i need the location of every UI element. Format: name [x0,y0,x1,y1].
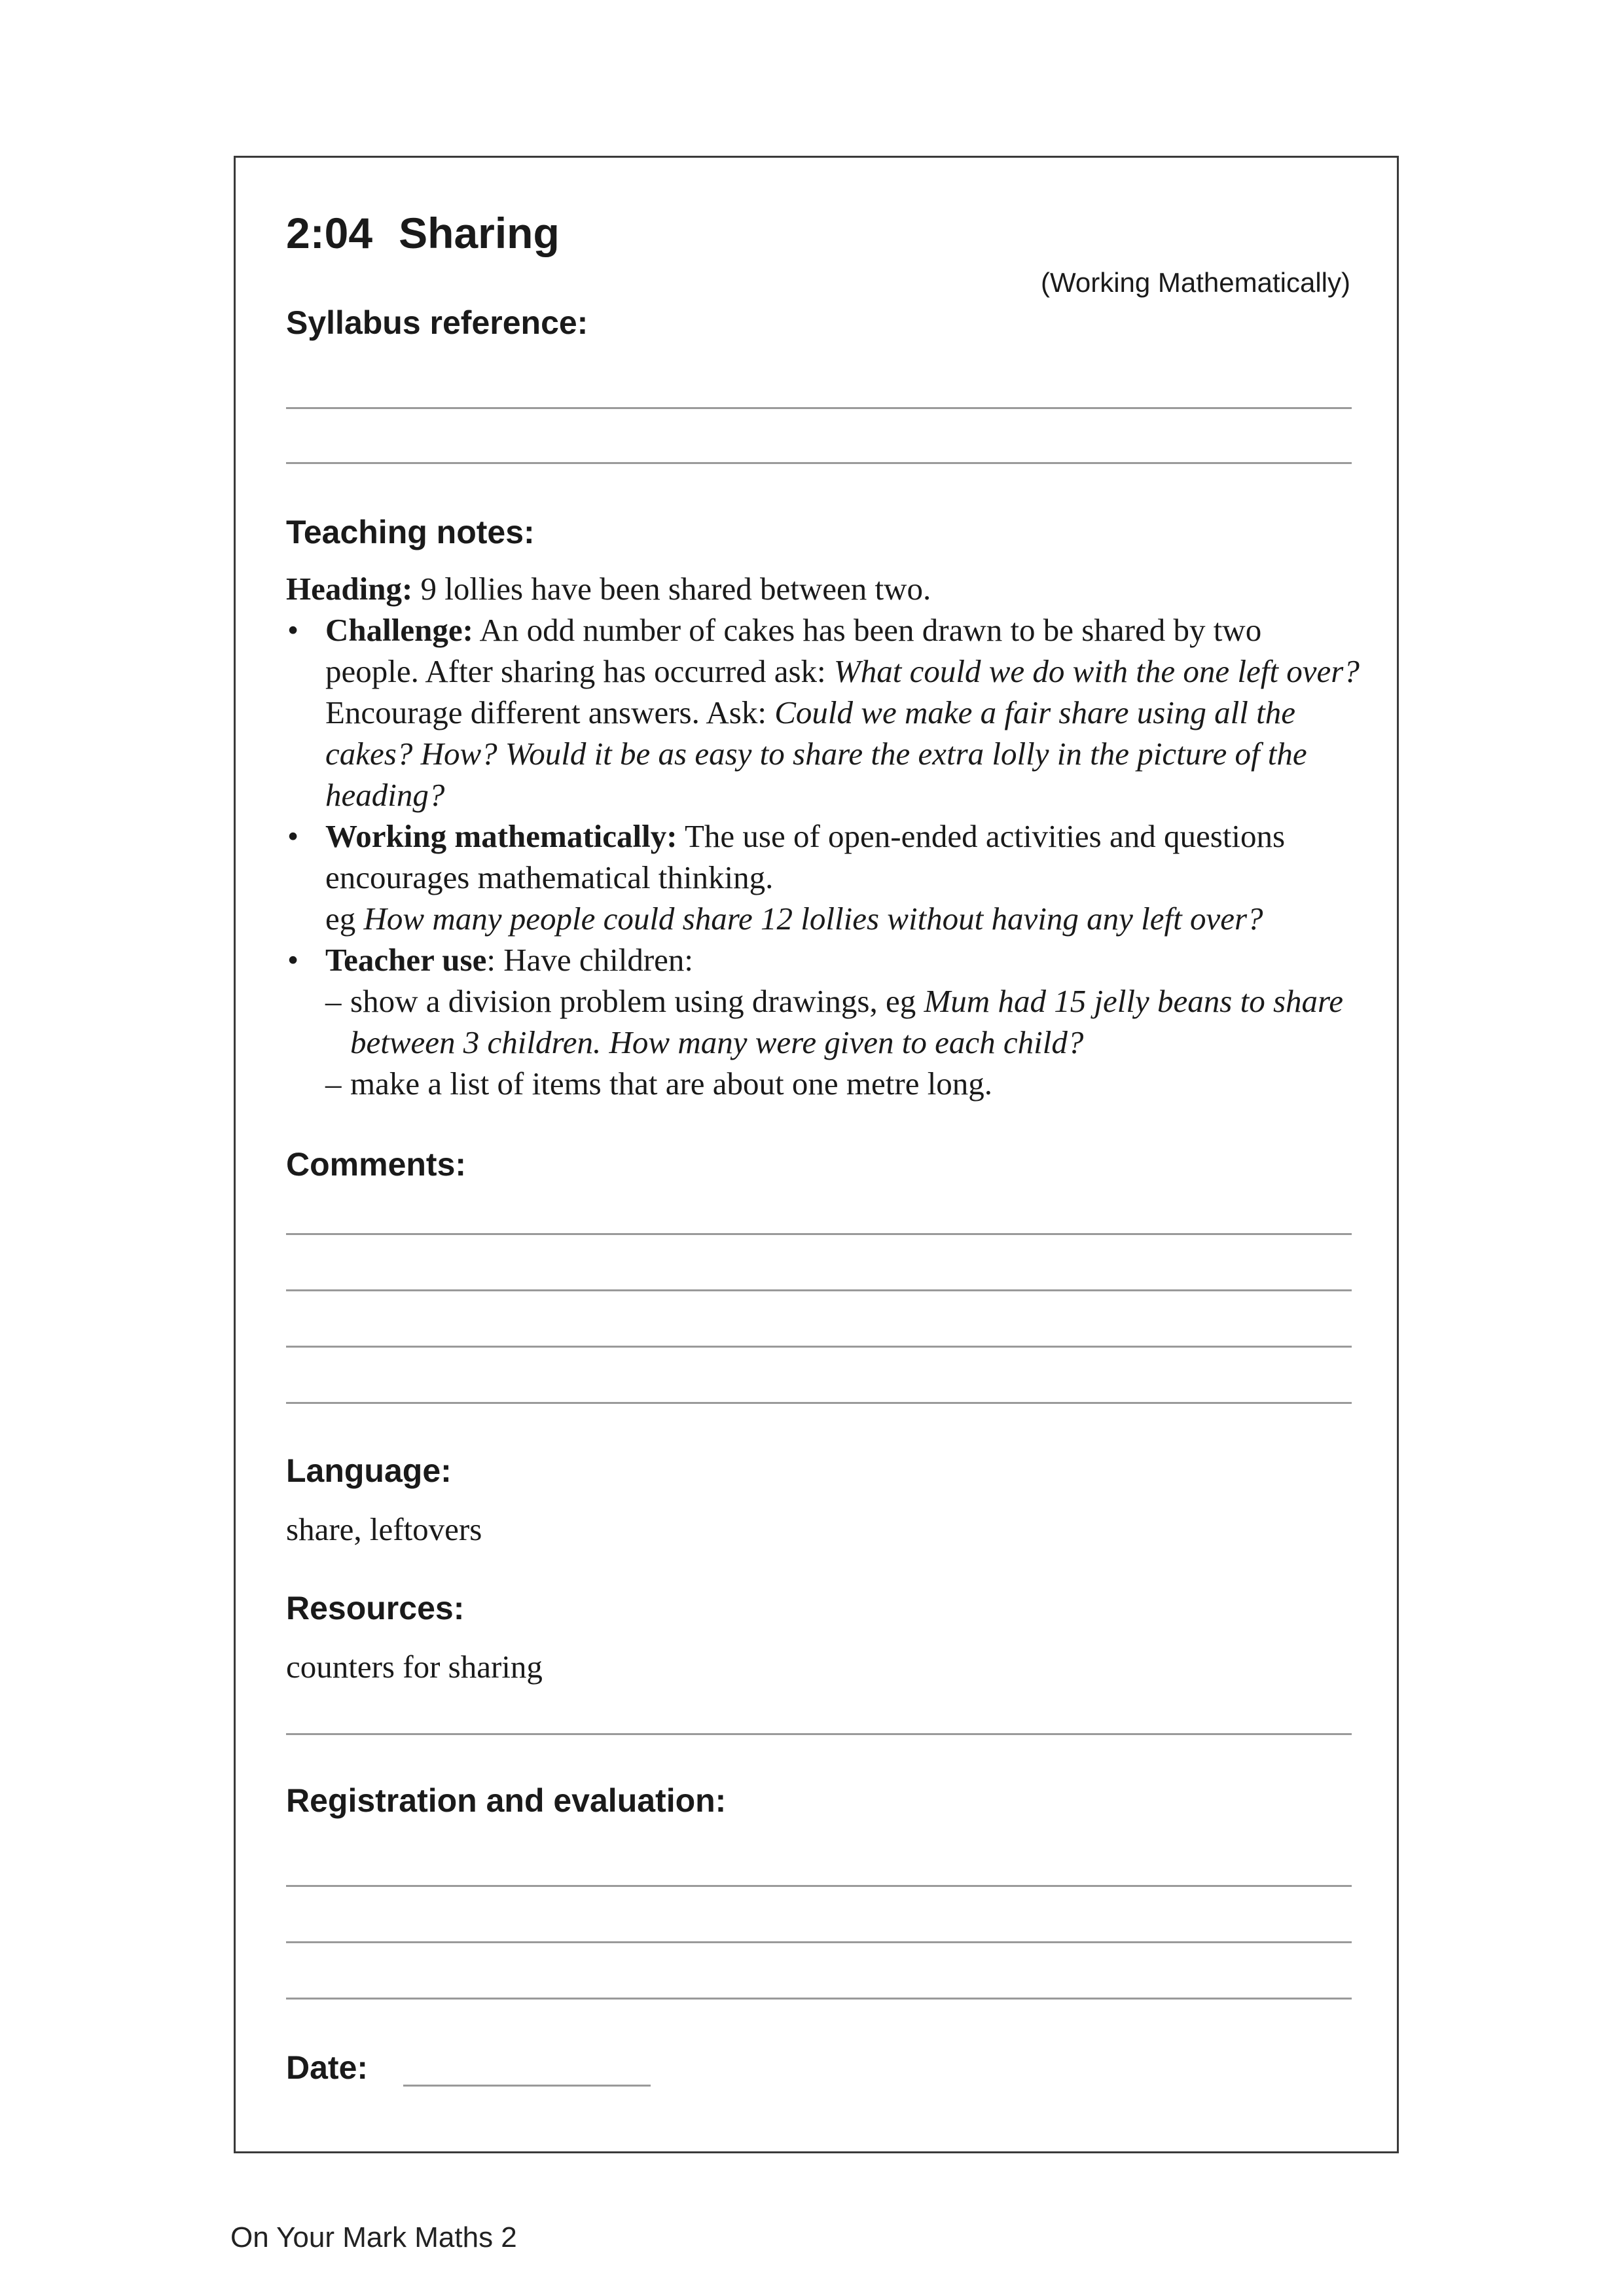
bullet-icon: • [287,942,299,978]
date-label: Date: [286,2049,369,2086]
registration-line-3[interactable] [286,1998,1352,2000]
teacher-use-item: – make a list of items that are about one metre long. [325,1063,1360,1104]
teaching-notes-heading: Teaching notes: [286,514,535,550]
teacher-use-note: • Teacher use: Have children: [286,939,1360,980]
comments-line-2[interactable] [286,1289,1352,1291]
comments-line-3[interactable] [286,1346,1352,1348]
challenge-note: • Challenge: An odd number of cakes has been drawn to be shared by two people. After sharing has occurred ask: What could we do with the one left over? Encourage different answers. Ask: Could we make a fair share using all the cakes? How? Would it be as easy to share the extra lolly in the picture of the heading? [286,609,1360,816]
page-footer: On Your Mark Maths 2 [230,2221,517,2253]
registration-line-1[interactable] [286,1885,1352,1887]
date-field[interactable] [403,2085,651,2087]
bullet-icon: • [287,818,299,854]
comments-line-4[interactable] [286,1402,1352,1404]
dash-icon: – [325,983,342,1019]
comments-line-1[interactable] [286,1233,1352,1235]
comments-heading: Comments: [286,1146,467,1183]
teacher-use-item: – show a division problem using drawings, eg Mum had 15 jelly beans to share between 3 children. How many were given to each child? [325,980,1360,1063]
lesson-code: 2:04 [286,209,373,257]
resources-heading: Resources: [286,1590,465,1626]
language-text: share, leftovers [286,1511,482,1547]
page-title [286,208,560,258]
registration-line-2[interactable] [286,1941,1352,1943]
syllabus-line-2[interactable] [286,462,1352,464]
strand-label: (Working Mathematically) [1040,267,1350,298]
syllabus-line-1[interactable] [286,407,1352,409]
language-heading: Language: [286,1452,452,1489]
working-mathematically-note: • Working mathematically: The use of open-ended activities and questions encourages mathematical thinking. eg How many people could share 12 lollies without having any left over? [286,816,1360,939]
resources-text: counters for sharing [286,1649,543,1685]
resources-line[interactable] [286,1733,1352,1735]
registration-heading: Registration and evaluation: [286,1782,727,1819]
dash-icon: – [325,1066,342,1102]
lesson-title: Sharing [399,209,560,257]
heading-note: Heading: 9 lollies have been shared between two. [286,571,931,607]
bullet-icon: • [287,612,299,648]
teaching-notes-body [286,568,1360,1104]
syllabus-heading: Syllabus reference: [286,304,588,341]
